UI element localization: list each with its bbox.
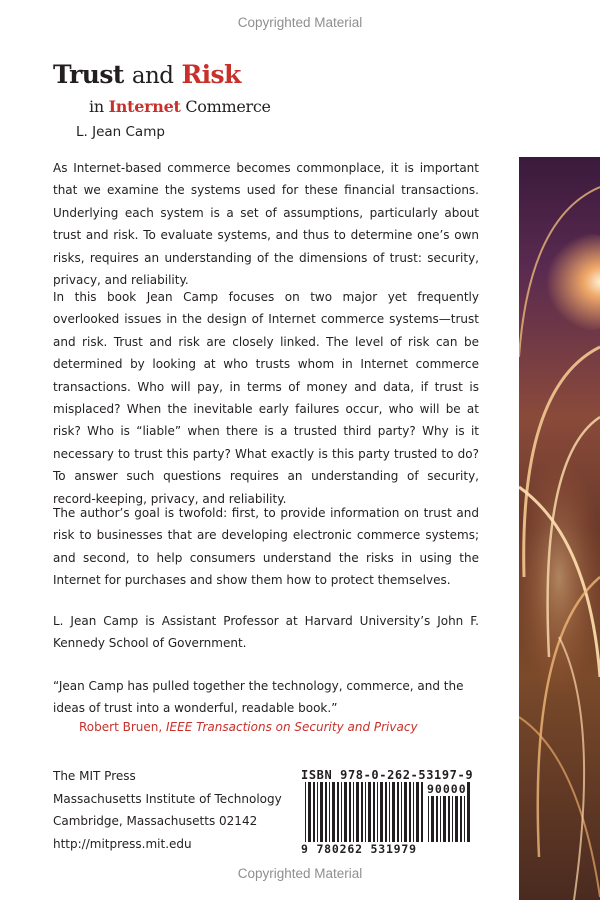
endorsement-source xyxy=(79,720,418,734)
barcode-digits: 9 780262 531979 xyxy=(301,842,417,856)
cover-art-lights-icon xyxy=(519,157,600,900)
isbn-label: ISBN 978-0-262-53197-9 xyxy=(301,768,474,782)
author-bio: L. Jean Camp is Assistant Professor at Harvard University’s John F. Kennedy School of Government. xyxy=(53,614,479,651)
copyright-watermark-bottom-text: Copyrighted Material xyxy=(235,866,366,881)
title-word-trust: Trust xyxy=(53,60,124,89)
publisher-website: http://mitpress.mit.edu xyxy=(53,836,192,851)
description-paragraph-2: In this book Jean Camp focuses on two major yet frequently overlooked issues in the design of Internet commerce systems—trust and risk. Trust and risk are closely linked. The level of risk can be determined by looking at who trusts whom in Internet commerce transactions. Who will pay, in terms of money and data, if trust is misplaced? When the inevitable early failures occur, who will be at risk? Who is “liable” when there is a trusted third party? Why is it necessary to trust this party? What exactly is this party trusted to do? To answer such questions requires an understanding of security, record-keeping, privacy, and reliability. xyxy=(53,290,479,506)
publisher-address: Cambridge, Massachusetts 02142 xyxy=(53,814,258,829)
copyright-watermark-top: Copyrighted Material xyxy=(237,15,363,30)
publisher-block xyxy=(53,765,282,855)
title-word-risk: Risk xyxy=(181,60,241,89)
publisher-institution: Massachusetts Institute of Technology xyxy=(53,791,282,806)
subtitle-internet: Internet xyxy=(108,97,181,116)
copyright-watermark-bottom xyxy=(0,866,600,881)
cover-art-graphic xyxy=(519,157,600,900)
book-title xyxy=(53,60,241,89)
endorsement-author: Robert Bruen, xyxy=(79,720,163,734)
description-paragraph-3: The author’s goal is twofold: first, to provide information on trust and risk to businesses that are developing electronic commerce systems; and second, to help consumers understand the risks in using the Internet for purchases and show them how to protect themselves. xyxy=(53,506,479,588)
title-word-and: and xyxy=(131,63,174,89)
book-subtitle xyxy=(89,97,271,116)
description-paragraph-1: As Internet-based commerce becomes commonplace, it is important that we examine the systems used for these financial transactions. Underlying each system is a set of assumptions, particularly about trust and risk. To evaluate systems, and thus to determine one’s own risks, requires an understanding of the dimensions of trust: security, privacy, and reliability. xyxy=(53,161,479,288)
publisher-name: The MIT Press xyxy=(53,769,136,783)
subtitle-in: in xyxy=(89,97,104,116)
endorsement-publication: IEEE Transactions on Security and Privacy xyxy=(166,720,418,734)
endorsement-quote: “Jean Camp has pulled together the technology, commerce, and the ideas of trust into a wonderful, readable book.” xyxy=(53,679,464,716)
author-name: L. Jean Camp xyxy=(76,124,165,140)
price-code: 90000 xyxy=(427,782,467,796)
subtitle-commerce: Commerce xyxy=(185,97,271,116)
